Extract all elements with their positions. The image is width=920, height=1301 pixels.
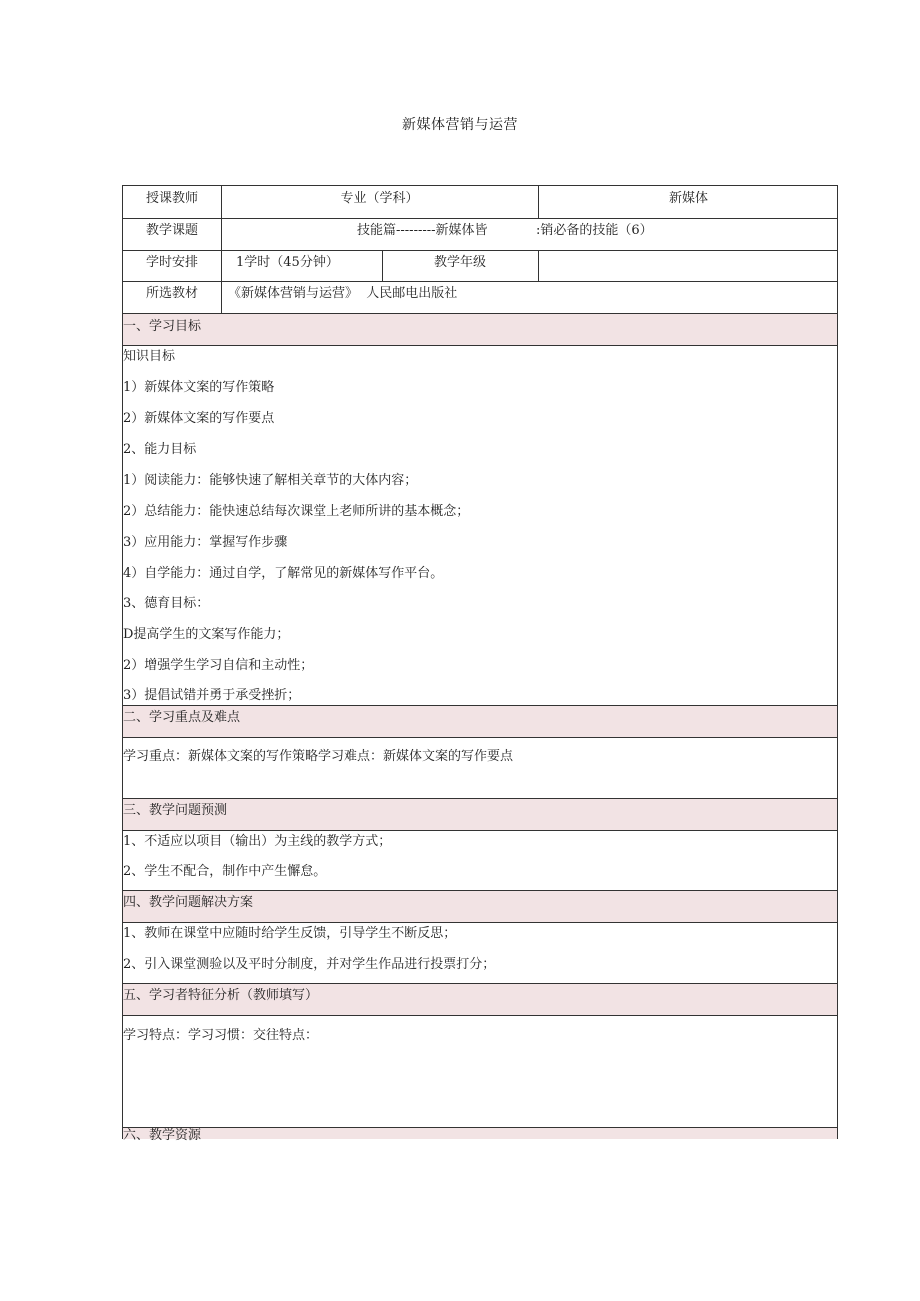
rule bbox=[123, 922, 837, 923]
rule bbox=[123, 830, 837, 831]
topic-value-b: :销必备的技能（6） bbox=[536, 223, 653, 238]
rule bbox=[123, 218, 837, 219]
goal-line: 知识目标 bbox=[123, 349, 176, 364]
rule bbox=[123, 281, 837, 282]
rule bbox=[123, 890, 837, 891]
rule bbox=[123, 1015, 837, 1016]
key-points-text: 学习重点：新媒体文案的写作策略学习难点：新媒体文案的写作要点 bbox=[123, 749, 514, 764]
grade-label: 教学年级 bbox=[433, 255, 486, 270]
hours-value: 1学时（45分钟） bbox=[236, 255, 339, 270]
goal-line: D提高学生的文案写作能力； bbox=[123, 627, 290, 642]
goal-line: 1）阅读能力：能够快速了解相关章节的大体内容； bbox=[123, 473, 418, 488]
teacher-label: 授课教师 bbox=[145, 191, 198, 206]
goal-line: 2）增强学生学习自信和主动性； bbox=[123, 658, 314, 673]
section-header-goals: 一、学习目标 bbox=[123, 319, 202, 334]
section-header-key-points: 二、学习重点及难点 bbox=[123, 710, 241, 725]
section-header-learner-analysis: 五、学习者特征分析（教师填写） bbox=[123, 988, 319, 1003]
topic-value-a: 技能篇---------新媒体皆 bbox=[357, 223, 488, 238]
problem-line: 2、学生不配合，制作中产生懈怠。 bbox=[123, 864, 327, 879]
section-header-solutions: 四、教学问题解决方案 bbox=[123, 895, 254, 910]
section-header-resources: 六、教学资源 bbox=[123, 1128, 202, 1143]
goal-line: 2）新媒体文案的写作要点 bbox=[123, 411, 275, 426]
learner-analysis-text: 学习特点：学习习惯：交往特点： bbox=[123, 1028, 319, 1043]
document-title: 新媒体营销与运营 bbox=[402, 117, 518, 133]
goal-line: 2）总结能力：能快速总结每次课堂上老师所讲的基本概念； bbox=[123, 504, 470, 519]
rule bbox=[123, 983, 837, 984]
problem-line: 1、不适应以项目（输出）为主线的教学方式； bbox=[123, 834, 392, 849]
rule bbox=[123, 798, 837, 799]
solution-line: 2、引入课堂测验以及平时分制度，并对学生作品进行投票打分； bbox=[123, 957, 496, 972]
section-band-1 bbox=[123, 313, 837, 345]
major-value: 新媒体 bbox=[668, 191, 708, 206]
goal-line: 1）新媒体文案的写作策略 bbox=[123, 380, 275, 395]
hours-label: 学时安排 bbox=[145, 255, 198, 270]
rule bbox=[123, 1127, 837, 1128]
section-band-6 bbox=[123, 1127, 837, 1139]
rule bbox=[123, 345, 837, 346]
textbook-value: 《新媒体营销与运营》 人民邮电出版社 bbox=[228, 286, 458, 301]
rule bbox=[123, 313, 837, 314]
goal-line: 2、能力目标 bbox=[123, 442, 197, 457]
goal-line: 4）自学能力：通过自学，了解常见的新媒体写作平台。 bbox=[123, 566, 444, 581]
section-band-3 bbox=[123, 798, 837, 830]
rule bbox=[123, 737, 837, 738]
rule bbox=[538, 250, 539, 281]
textbook-label: 所选教材 bbox=[145, 286, 198, 301]
rule bbox=[123, 705, 837, 706]
goal-line: 3）应用能力：掌握写作步骤 bbox=[123, 535, 288, 550]
goal-line: 3、德育目标： bbox=[123, 596, 210, 611]
topic-label: 教学课题 bbox=[145, 223, 198, 238]
major-label: 专业（学科） bbox=[340, 191, 419, 206]
lesson-plan-table bbox=[122, 185, 838, 1143]
solution-line: 1、教师在课堂中应随时给学生反馈，引导学生不断反思； bbox=[123, 926, 457, 941]
section-header-problems: 三、教学问题预测 bbox=[123, 803, 228, 818]
rule bbox=[123, 250, 837, 251]
goal-line: 3）提倡试错并勇于承受挫折； bbox=[123, 688, 301, 703]
